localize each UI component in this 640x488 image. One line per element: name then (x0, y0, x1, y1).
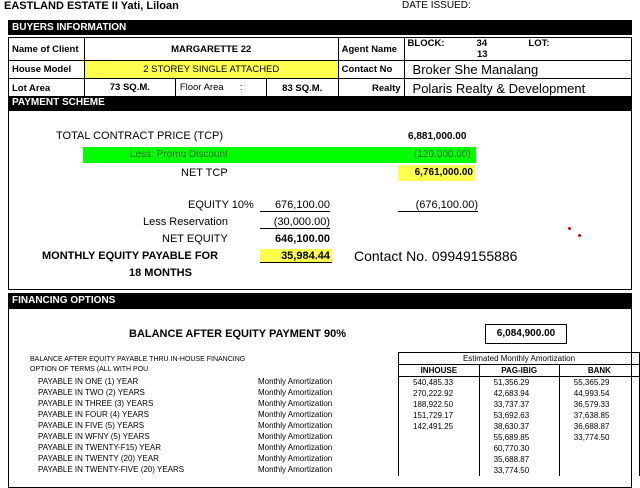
amortization-row (399, 443, 640, 454)
bank-cell (559, 454, 639, 465)
project-title: EASTLAND ESTATE II Yati, Liloan (4, 0, 179, 12)
amortization-title: Estimated Monthly Amortization (399, 353, 640, 365)
block-value: 34 (476, 38, 488, 49)
term-label: PAYABLE IN ONE (1) YEAR (38, 377, 139, 386)
monthly-equity-label: MONTHLY EQUITY PAYABLE FOR (42, 250, 219, 262)
pagibig-cell: 38,630.37 (479, 421, 559, 432)
term-label: PAYABLE IN FIVE (5) YEARS (38, 421, 145, 430)
term-type: Monthly Amortization (258, 399, 333, 408)
net-equity-value: 646,100.00 (274, 233, 330, 245)
pagibig-cell: 60,770.30 (479, 443, 559, 454)
term-type: Monthly Amortization (258, 443, 333, 452)
equity-label: EQUITY 10% (188, 199, 254, 211)
lot-value: 13 (476, 49, 488, 60)
net-equity-label: NET EQUITY (162, 233, 228, 245)
amortization-row (399, 399, 640, 410)
agent-label: Agent Name (338, 38, 404, 61)
term-label: PAYABLE IN TWO (2) YEARS (38, 388, 145, 397)
net-tcp-label: NET TCP (181, 167, 228, 179)
header-inhouse: INHOUSE (399, 365, 480, 377)
block-label: BLOCK: (407, 38, 445, 49)
amortization-table (398, 352, 640, 476)
client-label: Name of Client (9, 38, 85, 61)
bank-cell: 36,579.33 (559, 399, 639, 410)
term-type: Monthly Amortization (258, 432, 333, 441)
lot-area-label: Lot Area (9, 79, 85, 98)
buyers-information-band: BUYERS INFORMATION (8, 20, 632, 35)
inhouse-cell: 540,485.33 (399, 377, 480, 389)
bank-cell: 33,774.50 (559, 432, 639, 443)
term-label: PAYABLE IN WFNY (5) YEARS (38, 432, 150, 441)
pagibig-cell: 51,356.29 (479, 377, 559, 389)
equity-right-value: (676,100.00) (398, 199, 478, 212)
inhouse-cell: 142,491.25 (399, 421, 480, 432)
amortization-row (399, 377, 640, 389)
inhouse-note-2: OPTION OF TERMS (ALL WITH POU (30, 366, 149, 373)
promo-label: Less: Promo Discount (130, 149, 228, 160)
date-issued-label: DATE ISSUED: (402, 0, 471, 11)
floor-area-colon: : (240, 79, 267, 97)
pagibig-cell: 42,683.94 (479, 388, 559, 399)
floor-area-value: 83 SQ.M. (282, 82, 323, 94)
bank-cell (559, 465, 639, 476)
pagibig-cell: 33,737.37 (479, 399, 559, 410)
tcp-value: 6,881,000.00 (408, 131, 467, 142)
house-model-label: House Model (9, 61, 85, 79)
block-lot-cell (404, 38, 631, 61)
net-tcp-value: 6,761,000.00 (398, 165, 475, 181)
term-label: PAYABLE IN TWENTY-FIVE (20) YEARS (38, 465, 185, 474)
term-label: PAYABLE IN FOUR (4) YEARS (38, 410, 149, 419)
inhouse-cell (399, 465, 480, 476)
term-type: Monthly Amortization (258, 388, 333, 397)
term-type: Monthly Amortization (258, 410, 333, 419)
inhouse-cell (399, 454, 480, 465)
bank-cell: 44,993.54 (559, 388, 639, 399)
inhouse-cell (399, 432, 480, 443)
bank-cell: 55,365.29 (559, 377, 639, 389)
pagibig-cell: 53,692.63 (479, 410, 559, 421)
balance-label: BALANCE AFTER EQUITY PAYMENT 90% (129, 328, 346, 340)
equity-value: 676,100.00 (260, 199, 330, 212)
buyers-info-table (8, 37, 632, 98)
header-bank: BANK (559, 365, 639, 377)
header-pagibig: PAG-IBIG (479, 365, 559, 377)
reservation-value: (30,000.00) (260, 216, 330, 229)
bank-cell: 37,638.85 (559, 410, 639, 421)
broker-value: Broker She Manalang (404, 61, 631, 79)
contact-label: Contact No (338, 61, 404, 79)
contact-number: Contact No. 09949155886 (354, 248, 518, 264)
inhouse-cell: 151,729.17 (399, 410, 480, 421)
reservation-label: Less Reservation (143, 216, 228, 228)
term-type: Monthly Amortization (258, 465, 333, 474)
payment-scheme-band: PAYMENT SCHEME (8, 96, 632, 110)
inhouse-cell: 188,922.50 (399, 399, 480, 410)
tcp-label: TOTAL CONTRACT PRICE (TCP) (56, 130, 224, 142)
amortization-row (399, 410, 640, 421)
pagibig-cell: 35,688.87 (479, 454, 559, 465)
amortization-row (399, 421, 640, 432)
inhouse-note-1: BALANCE AFTER EQUITY PAYABLE THRU IN-HOUSE FINANCING (30, 356, 246, 363)
lot-label: LOT: (528, 38, 550, 49)
bank-cell: 36,688.87 (559, 421, 639, 432)
floor-area-label: Floor Area (179, 82, 224, 93)
red-dot-mark (578, 234, 581, 237)
inhouse-cell: 270,222.92 (399, 388, 480, 399)
area-cell (84, 79, 338, 98)
months-label: 18 MONTHS (129, 267, 192, 279)
term-type: Monthly Amortization (258, 421, 333, 430)
amortization-row (399, 465, 640, 476)
pagibig-cell: 33,774.50 (479, 465, 559, 476)
red-dot-mark (568, 227, 571, 230)
pagibig-cell: 55,689.85 (479, 432, 559, 443)
monthly-equity-value: 35,984.44 (260, 249, 332, 263)
realty-label: Realty (338, 79, 404, 98)
house-model-value: 2 STOREY SINGLE ATTACHED (84, 61, 338, 79)
term-label: PAYABLE IN TWENTY-F15) YEAR (38, 443, 161, 452)
term-type: Monthly Amortization (258, 454, 333, 463)
bank-cell (559, 443, 639, 454)
term-type: Monthly Amortization (258, 377, 333, 386)
term-label: PAYABLE IN THREE (3) YEARS (38, 399, 154, 408)
promo-value: (120,000.00) (414, 149, 471, 160)
client-value: MARGARETTE 22 (84, 38, 338, 61)
financing-options-band: FINANCING OPTIONS (8, 293, 632, 308)
balance-value: 6,084,900.00 (485, 324, 567, 344)
amortization-row (399, 388, 640, 399)
lot-area-value: 73 SQ.M. (85, 79, 176, 97)
amortization-row (399, 432, 640, 443)
inhouse-cell (399, 443, 480, 454)
realty-value: Polaris Realty & Development (404, 79, 631, 98)
term-label: PAYABLE IN TWENTY (20) YEAR (38, 454, 159, 463)
amortization-row (399, 454, 640, 465)
